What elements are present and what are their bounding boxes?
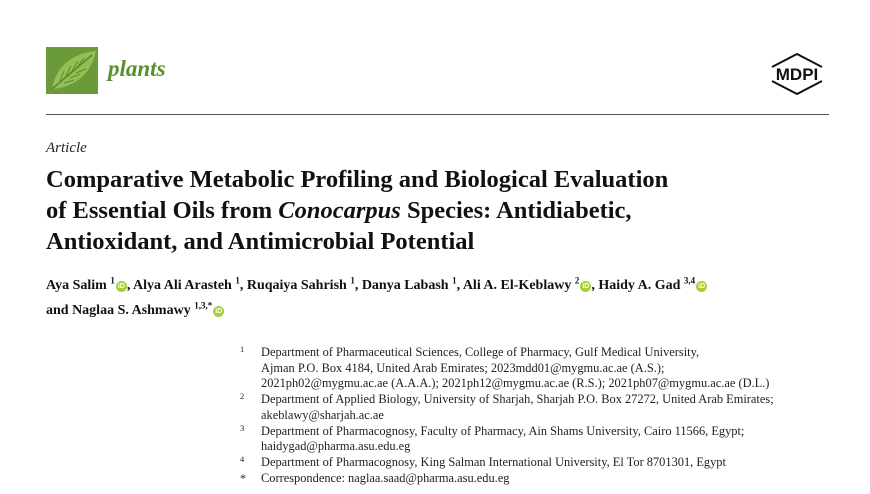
correspondence-marker: * [240,470,246,485]
article-title [46,164,826,257]
title-species: Conocarpus [278,197,401,224]
affiliation-number: 2 [240,391,245,402]
affiliation-number: 3 [240,422,245,433]
orcid-icon[interactable]: iD [698,282,706,290]
affiliations [240,345,830,486]
affiliation-2 [240,392,830,423]
author: and Naglaa S. Ashmawy $^{1,3,*}$iD [46,300,223,319]
publisher-name: MDPI [775,65,819,84]
affiliation-4 [240,455,830,471]
author: Danya Labash $^1$, [361,275,463,293]
author: Ruqaiya Sahrish $^1$, [246,275,362,293]
orcid-icon[interactable]: iD [215,308,223,316]
affiliation-1 [240,345,830,392]
journal-name: plants [108,56,166,81]
title-line-3: Antioxidant, and Antimicrobial Potential [46,228,475,255]
title-line-1: Comparative Metabolic Profiling and Biological Evaluation [46,166,669,193]
affiliation-line: Department of Pharmacognosy, Faculty of Pharmacy, Ain Shams University, Cairo 11566, Egypt; [261,423,745,438]
affiliation-line: Department of Pharmaceutical Sciences, College of Pharmacy, Gulf Medical University, [261,345,700,359]
article-type: Article [46,140,87,156]
affiliation-number: 4 [240,453,245,464]
header-rule [46,114,829,115]
affiliation-line: Department of Pharmacognosy, King Salman International University, El Tor 8701301, Egypt [261,454,726,469]
author: Haidy A. Gad $^{3,4}$iD [598,275,706,293]
affiliation-line: Ajman P.O. Box 4184, United Arab Emirates; 2023mdd01@mygmu.ac.ae (A.S.); [261,360,665,375]
correspondence [240,471,830,487]
title-line-2-text: of Essential Oils from [46,197,279,224]
author-list [46,270,836,321]
affiliation-line: akeblawy@sharjah.ac.ae [261,407,384,422]
leaf-icon [46,47,98,94]
author: Alya Ali Arasteh $^1$, [133,275,247,293]
author: Aya Salim $^1$iD , [46,275,134,293]
author: Ali A. El-Keblawy $^2$iD , [462,275,599,293]
affiliation-line: haidygad@pharma.asu.edu.eg [261,439,411,454]
mdpi-logo [764,53,830,100]
orcid-icon[interactable]: iD [582,282,590,290]
correspondence-line: Correspondence: naglaa.saad@pharma.asu.edu.eg [261,470,510,485]
title-line-2 [46,195,826,226]
affiliation-3 [240,424,830,455]
orcid-icon[interactable]: iD [117,282,125,290]
affiliation-number: 1 [240,344,245,354]
affiliation-line: 2021ph02@mygmu.ac.ae (A.A.A.); 2021ph12@mygmu.ac.ae (R.S.); 2021ph07@mygmu.ac.ae (D.L.) [261,376,770,391]
journal-logo [46,47,98,94]
affiliation-line: Department of Applied Biology, University of Sharjah, Sharjah P.O. Box 27272, United Arab Emirates; [261,392,774,407]
title-line-2-end: Species: Antidiabetic, [400,197,632,224]
